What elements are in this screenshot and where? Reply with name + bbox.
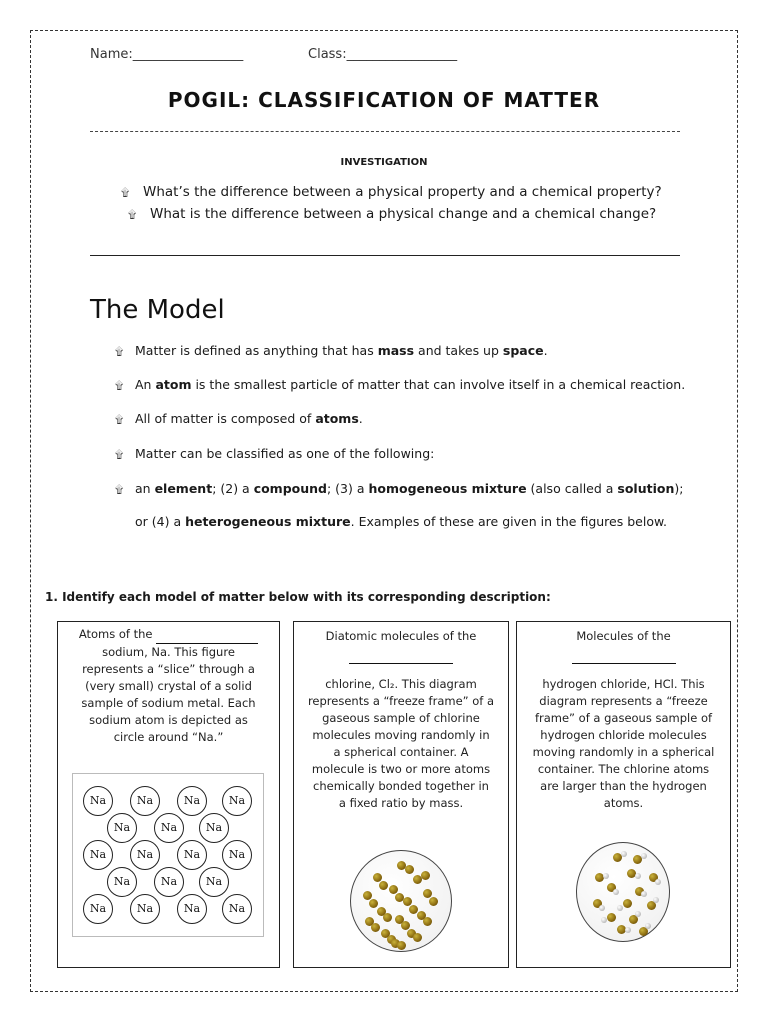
chlorine-atom [607,913,616,922]
chlorine-atom [397,941,406,950]
sodium-atom: Na [83,786,113,816]
model-title: The Model [90,295,225,325]
chlorine-atom [623,899,632,908]
sodium-atom: Na [130,840,160,870]
investigation-question: ۩ What’s the difference between a physical property and a chemical property? [121,184,662,200]
box-answer-line [517,646,730,664]
bullet-icon: ۩ [115,448,124,461]
bullet-icon: ۩ [128,208,137,221]
box-description: hydrogen chloride, HCl. This diagram represents a “freeze frame” of a gaseous sample of hydrogen chloride molecules moving randomly in a spherical container. The chlorine atoms are larger than the hydrogen atoms. [532,677,715,810]
class-field-label: Class:_________________ [308,47,458,62]
sodium-atom: Na [83,840,113,870]
name-field-label: Name:_________________ [90,47,244,62]
hydrogen-atom [655,879,661,885]
hcl-container-sphere [576,842,670,942]
model-bullet-text: An atom is the smallest particle of matter that can involve itself in a chemical reaction. [135,377,686,392]
sodium-atom: Na [177,840,207,870]
sodium-atom: Na [199,867,229,897]
model-bullet-text: an element; (2) a compound; (3) a homogeneous mixture (also called a solution); [135,481,684,496]
model-bullet [115,446,434,462]
investigation-question: ۩ What is the difference between a physical change and a chemical change? [128,206,657,222]
dashed-divider [90,131,680,132]
hydrogen-atom [641,853,647,859]
bullet-icon: ۩ [115,345,124,358]
model-bullet [115,343,548,359]
chlorine-atom [421,871,430,880]
hydrogen-atom [599,905,605,911]
model-bullet-text: All of matter is composed of atoms. [135,411,363,426]
sodium-atom: Na [107,867,137,897]
answer-blank[interactable] [349,646,453,664]
model-bullet-text: Matter is defined as anything that has mass and takes up space. [135,343,548,358]
sodium-atom: Na [130,894,160,924]
sodium-atom: Na [154,813,184,843]
sodium-atom: Na [177,894,207,924]
sodium-atom: Na [130,786,160,816]
chlorine-container-sphere [350,850,452,952]
model-continuation [135,514,667,529]
sodium-atom: Na [177,786,207,816]
box-lead-line: Diatomic molecules of the [325,629,477,643]
hydrogen-atom [641,891,647,897]
hydrogen-atom [601,917,607,923]
bullet-icon: ۩ [115,379,124,392]
hydrogen-atom [635,911,641,917]
hydrogen-atom [635,873,641,879]
hydrogen-atom [621,851,627,857]
solid-divider [90,255,680,256]
bullet-icon: ۩ [115,413,124,426]
model-bullet [115,377,685,393]
sodium-atom: Na [107,813,137,843]
hydrogen-atom [625,927,631,933]
investigation-heading: INVESTIGATION [340,157,428,168]
bullet-icon: ۩ [121,186,130,199]
box-lead-line: Atoms of the [58,626,279,644]
answer-blank[interactable] [572,646,676,664]
box-description: chlorine, Cl₂. This diagram represents a “freeze frame” of a gaseous sample of chlorine molecules moving randomly in a spherical container. A molecule is two or more atoms chemically bonded together in a fixed ratio by mass. [307,677,495,810]
bullet-icon: ۩ [115,483,124,496]
sodium-atom: Na [83,894,113,924]
hydrogen-atom [613,889,619,895]
worksheet-title: POGIL: CLASSIFICATION OF MATTER [167,88,601,112]
sodium-atom: Na [222,786,252,816]
sodium-atom: Na [222,894,252,924]
chlorine-atom [423,917,432,926]
chlorine-atom [369,899,378,908]
hydrogen-atom [603,873,609,879]
sodium-atom-lattice [72,773,264,937]
question-1: 1. Identify each model of matter below with its corresponding description: [45,590,551,604]
chlorine-atom [413,933,422,942]
box-answer-line [294,646,508,664]
sodium-atom: Na [199,813,229,843]
chlorine-atom [405,865,414,874]
sodium-atom: Na [154,867,184,897]
hydrogen-atom [617,905,623,911]
chlorine-atom [383,913,392,922]
model-bullet [115,481,683,497]
sodium-atom: Na [222,840,252,870]
chlorine-atom [379,881,388,890]
box-lead-line: Molecules of the [576,629,671,643]
answer-blank[interactable] [156,626,258,644]
hydrogen-atom [653,897,659,903]
chlorine-atom [429,897,438,906]
model-continuation-text: or (4) a heterogeneous mixture. Examples of these are given in the figures below. [135,514,668,529]
model-bullet-text: Matter can be classified as one of the following: [135,446,435,461]
hydrogen-atom [645,923,651,929]
box-description: sodium, Na. This figure represents a “slice” through a (very small) crystal of a solid sample of sodium metal. Each sodium atom is depicted as circle around “Na.” [81,645,256,744]
chlorine-atom [371,923,380,932]
model-bullet [115,411,363,427]
